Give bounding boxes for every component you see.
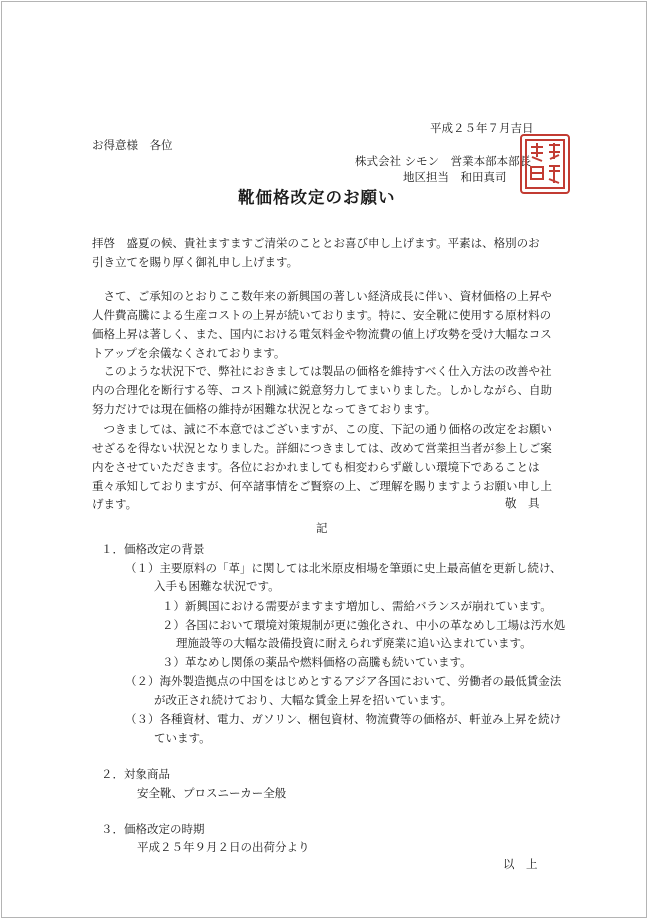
document-date: 平成２５年７月吉日	[430, 121, 534, 135]
list-item: ています。	[154, 731, 211, 745]
recipient: お得意様 各位	[92, 138, 173, 152]
body-line: つきましては、誠に不本意ではございますが、この度、下記の通り価格の改定をお願い	[92, 422, 552, 436]
list-subitem: ２）各国において環境対策規制が更に強化され、中小の革なめし工場は汚水処	[162, 618, 566, 632]
greeting-line: 拝啓 盛夏の候、貴社ますますご清栄のこととお喜び申し上げます。平素は、格別のお	[92, 236, 540, 250]
body-line: せざるを得ない状況となりました。詳細につきましては、改めて営業担当者が参上しご案	[92, 441, 552, 455]
section-heading: ２．対象商品	[101, 767, 170, 781]
ki-marker: 記	[316, 521, 328, 535]
body-line: 人件費高騰による生産コストの上昇が続いております。特に、安全靴に使用する原材料の	[92, 308, 552, 322]
section-heading: １．価格改定の背景	[101, 542, 205, 556]
body-line: 努力だけでは現在価格の維持が困難な状況となってきております。	[92, 402, 437, 416]
section-body: 安全靴、プロスニーカー全般	[137, 786, 287, 800]
closing-keigu: 敬 具	[505, 496, 540, 510]
body-line: げます。	[92, 497, 138, 511]
list-subitem: ３）革なめし関係の薬品や燃料価格の高騰も続いています。	[162, 655, 472, 669]
list-subitem: １）新興国における需要がますます増加し、需給バランスが崩れています。	[162, 599, 552, 613]
body-line: 重々承知しておりますが、何卒諸事情をご賢察の上、ご理解を賜りますようお願い申し上	[92, 479, 552, 493]
body-line: トアップを余儀なくされております。	[92, 346, 286, 360]
list-item: が改正され続けており、大幅な賃金上昇を招いています。	[154, 693, 453, 707]
section-heading: ３．価格改定の時期	[101, 822, 205, 836]
list-item: 入手も困難な状況です。	[154, 579, 280, 593]
list-subitem: 理施設等の大幅な設備投資に耐えられず廃業に追い込まれています。	[176, 636, 532, 650]
greeting-line: 引き立てを賜り厚く御礼申し上げます。	[92, 255, 299, 269]
sender-regional: 地区担当 和田真司	[403, 170, 507, 184]
list-item: （３）各種資材、電力、ガソリン、梱包資材、物流費等の価格が、軒並み上昇を続け	[125, 712, 562, 726]
document-title: 靴価格改定のお願い	[238, 188, 396, 207]
body-line: 価格上昇は著しく、また、国内における電気料金や物流費の値上げ攻勢を受け大幅なコス	[92, 327, 552, 341]
company-seal-icon	[519, 133, 571, 195]
body-line: さて、ご承知のとおりここ数年来の新興国の著しい経済成長に伴い、資材価格の上昇や	[92, 289, 552, 303]
list-item: （２）海外製造拠点の中国をはじめとするアジア各国において、労働者の最低賃金法	[125, 674, 562, 688]
body-line: 内をさせていただきます。各位におかれましても相変わらず厳しい環境下であることは	[92, 460, 540, 474]
sender-company: 株式会社 シモン 営業本部本部長	[355, 154, 532, 168]
body-line: 内の合理化を断行する等、コスト削減に鋭意努力してまいりました。しかしながら、自助	[92, 383, 552, 397]
closing-ijou: 以 上	[503, 857, 538, 871]
section-body: 平成２５年９月２日の出荷分より	[137, 840, 310, 854]
list-item: （１）主要原料の「革」に関しては北米原皮相場を筆頭に史上最高値を更新し続け、	[125, 561, 562, 575]
body-line: このような状況下で、弊社におきましては製品の価格を維持すべく仕入方法の改善や社	[92, 364, 552, 378]
